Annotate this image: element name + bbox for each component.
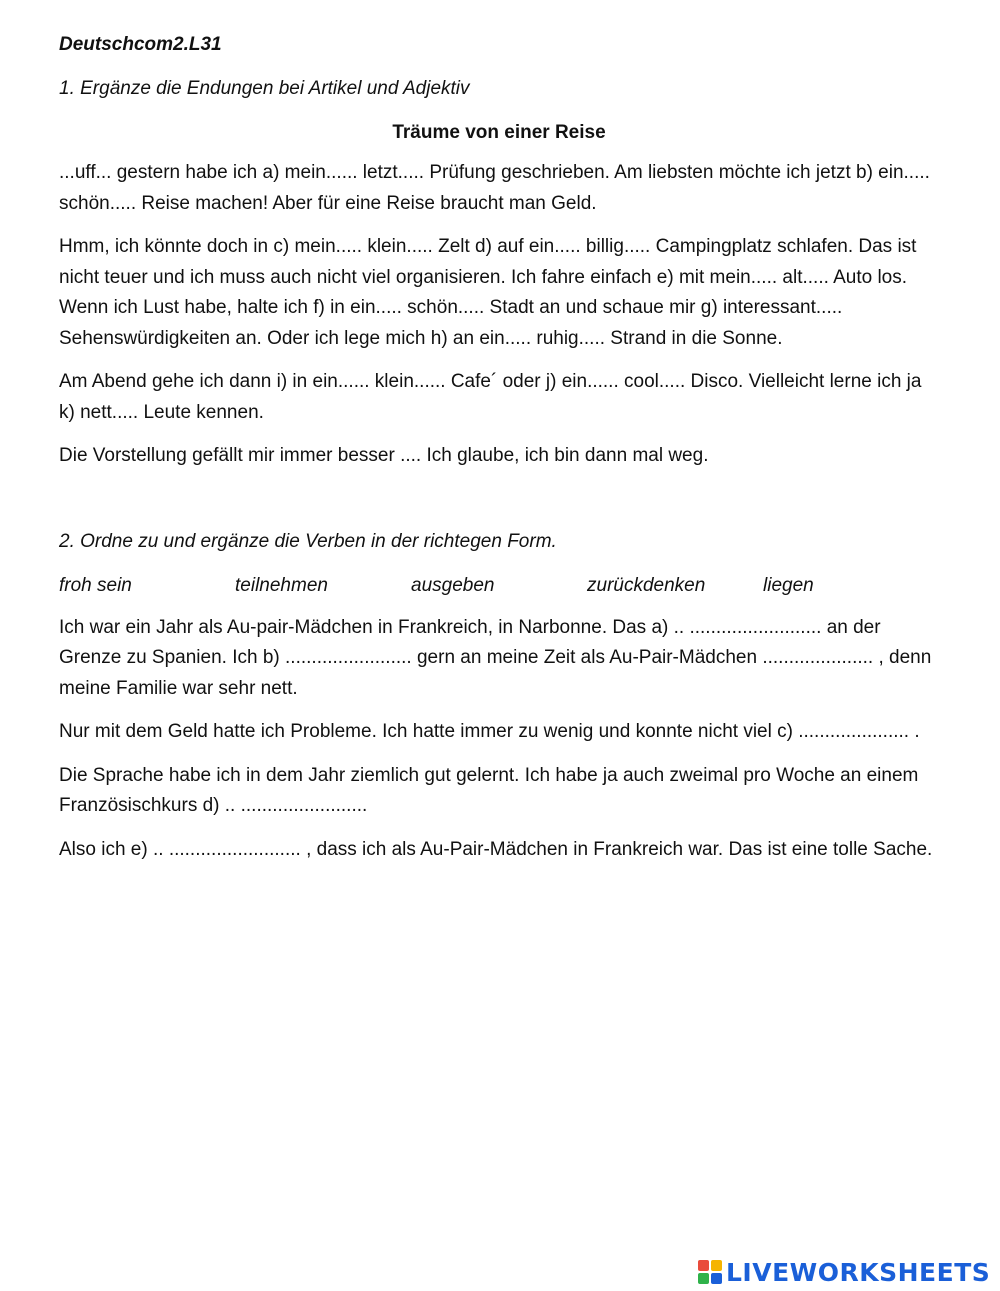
exercise-1-paragraph: Am Abend gehe ich dann i) in ein...... klein...... Cafe´ oder j) ein...... cool..... Disco. Vielleicht lerne ich ja k) nett..... Leute kennen. — [59, 371, 922, 423]
verb-item: froh sein — [59, 574, 132, 596]
exercise-2-paragraph: Also ich e) .. ......................... , dass ich als Au-Pair-Mädchen in Frankreich war. Das ist eine tolle Sache. — [59, 838, 933, 860]
logo-squares-icon — [698, 1260, 722, 1284]
verb-item: liegen — [763, 574, 814, 596]
verb-item: zurückdenken — [587, 574, 706, 596]
verb-list — [59, 571, 939, 601]
logo-square — [698, 1260, 709, 1271]
exercise-2-paragraph: Nur mit dem Geld hatte ich Probleme. Ich hatte immer zu wenig und konnte nicht viel c) ..................... . — [59, 721, 920, 742]
exercise-2-paragraph: Die Sprache habe ich in dem Jahr ziemlich gut gelernt. Ich habe ja auch zweimal pro Woche an einem Französischkurs d) .. ........................ — [59, 764, 919, 816]
exercise-2-paragraph: Ich war ein Jahr als Au-pair-Mädchen in Frankreich, in Narbonne. Das a) .. ......................... an der Grenze zu Spanien. Ich b) ........................ gern an meine Zeit als Au-Pair-Mädchen ..................... , denn meine Familie war sehr nett. — [59, 616, 932, 699]
verb-item: ausgeben — [411, 574, 495, 596]
story-title: Träume von einer Reise — [392, 122, 606, 143]
logo-text: LIVEWORKSHEETS — [726, 1257, 991, 1287]
verb-item: teilnehmen — [235, 574, 328, 596]
logo-square — [711, 1260, 722, 1271]
logo-square — [711, 1273, 722, 1284]
exercise-2-instruction: 2. Ordne zu und ergänze die Verben in der richtegen Form. — [59, 530, 557, 552]
worksheet-page — [59, 30, 939, 878]
document-title: Deutschcom2.L31 — [59, 34, 222, 55]
logo-square — [698, 1273, 709, 1284]
exercise-1-paragraph: Die Vorstellung gefällt mir immer besser .... Ich glaube, ich bin dann mal weg. — [59, 445, 709, 466]
liveworksheets-logo — [698, 1258, 990, 1286]
exercise-1-paragraph: Hmm, ich könnte doch in c) mein..... klein..... Zelt d) auf ein..... billig..... Campingplatz schlafen. Das ist nicht teuer und ich muss auch nicht viel organisieren. Ich fahre einfach e) mit mein..... alt..... Auto los. Wenn ich Lust habe, halte ich f) in ein..... schön..... Stadt an und schaue mir g) interessant..... Sehenswürdigkeiten an. Oder ich lege mich h) an ein..... ruhig..... Strand in die Sonne. — [59, 236, 917, 349]
exercise-1-instruction: 1. Ergänze die Endungen bei Artikel und Adjektiv — [59, 78, 470, 99]
exercise-1-paragraph: ...uff... gestern habe ich a) mein...... letzt..... Prüfung geschrieben. Am liebsten möchte ich jetzt b) ein..... schön..... Reise machen! Aber für eine Reise braucht man Geld. — [59, 162, 930, 214]
